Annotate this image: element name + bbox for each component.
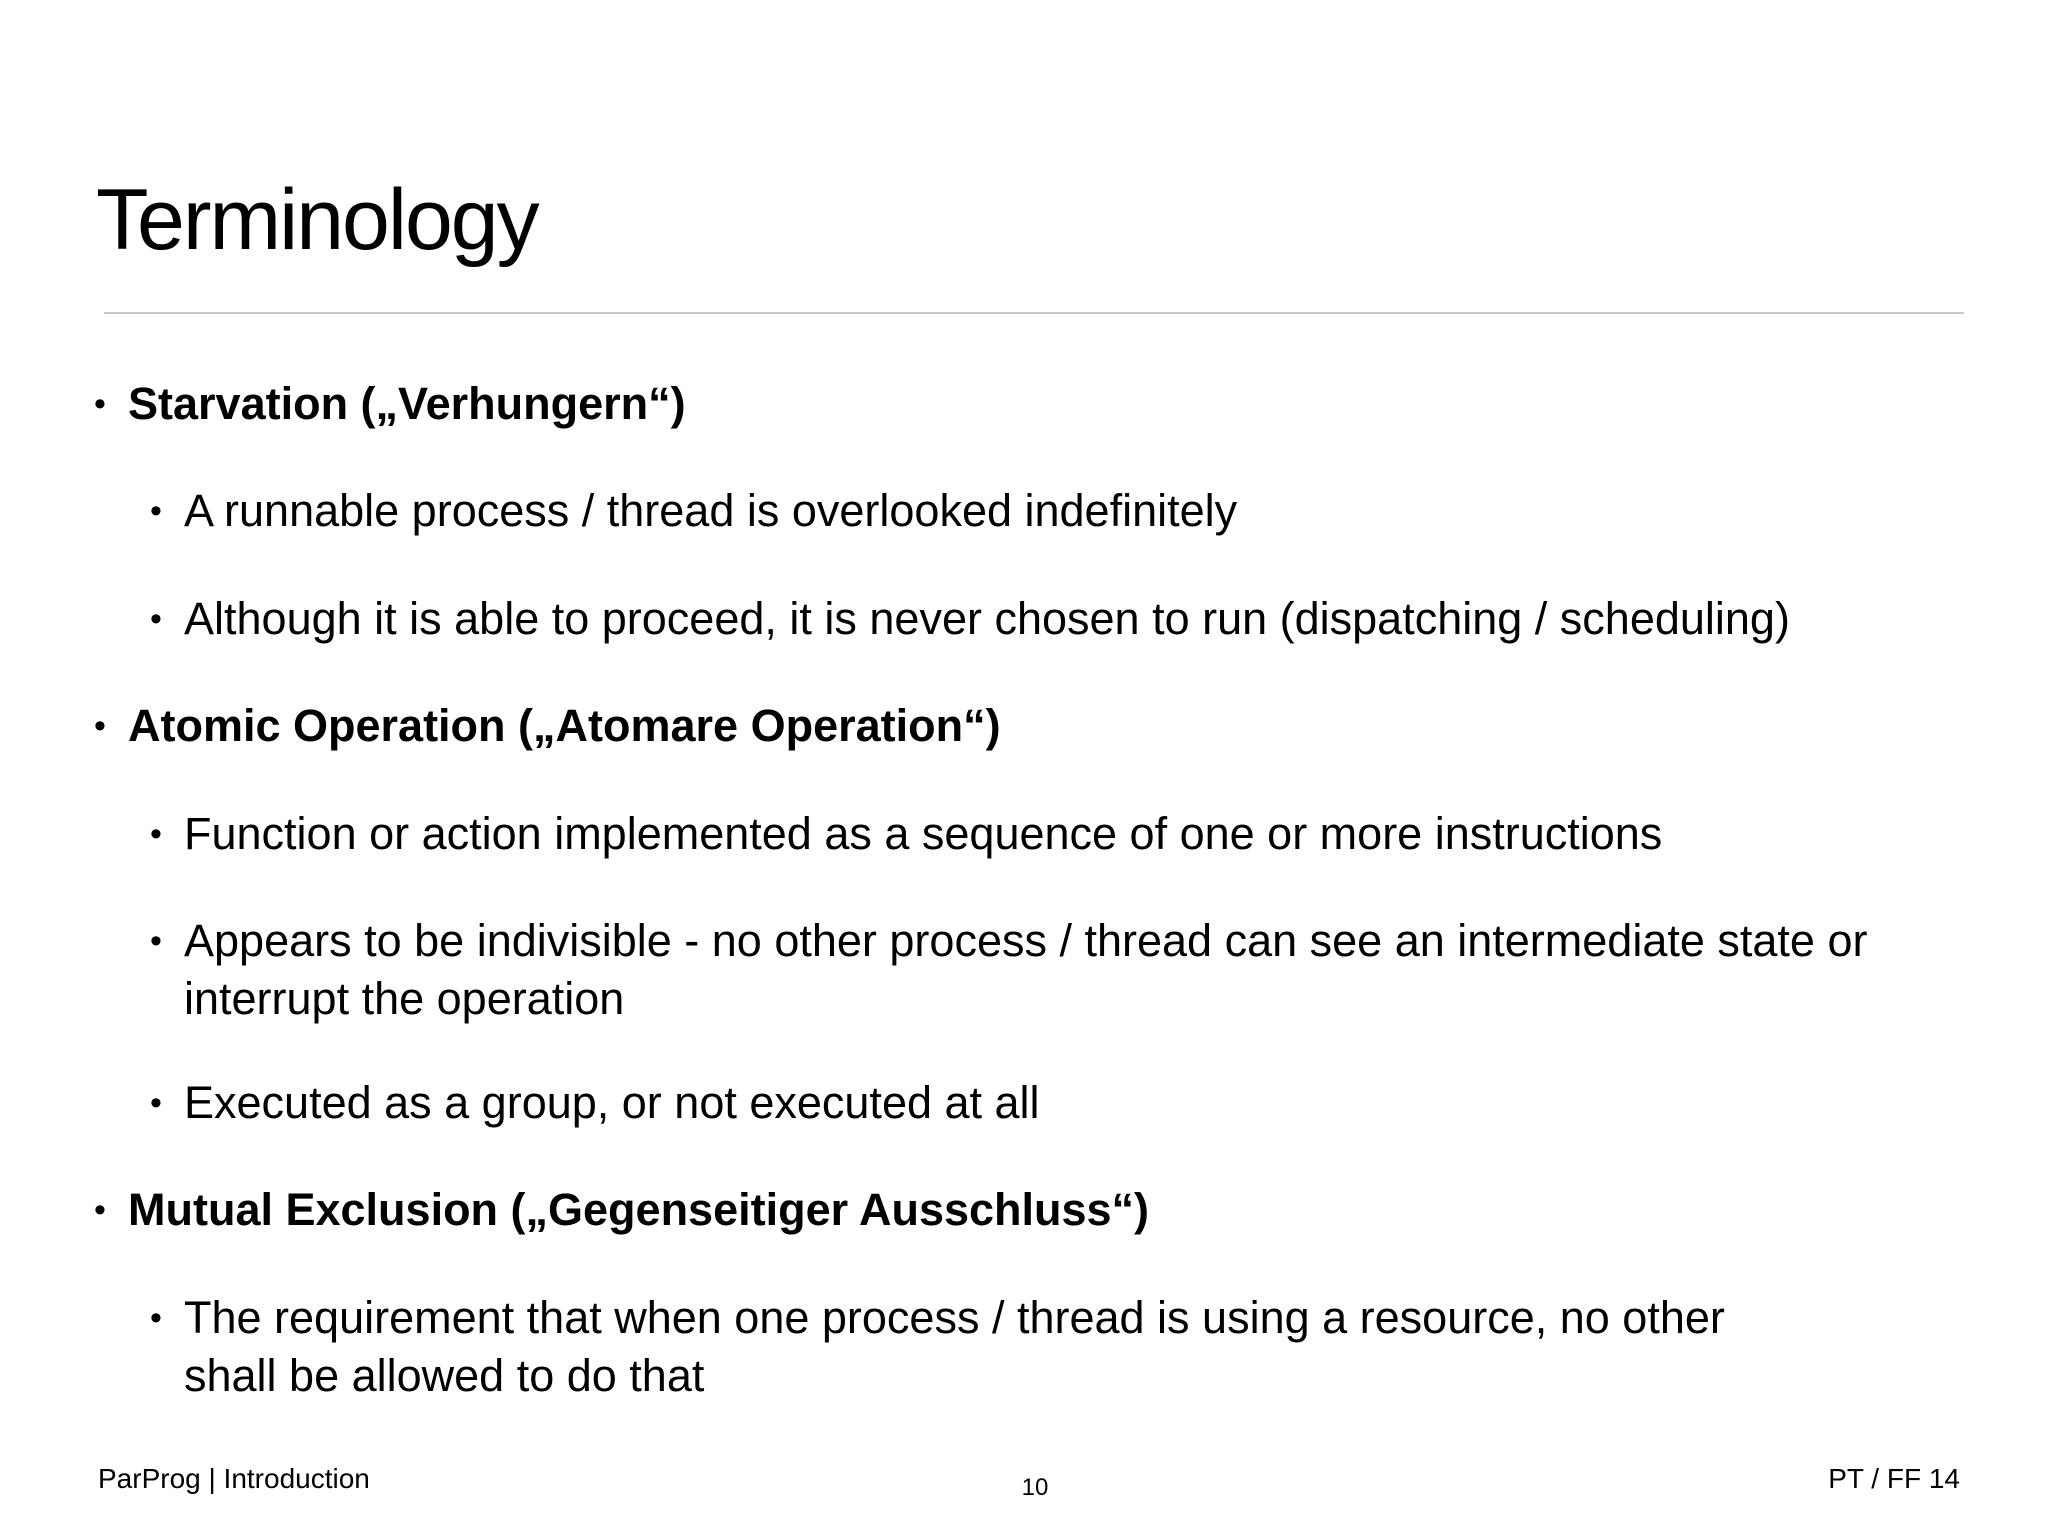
footer-author-label: PT / FF 14 bbox=[1828, 1463, 1960, 1494]
bullet-icon: • bbox=[94, 707, 106, 745]
title-divider bbox=[104, 312, 1964, 314]
bullet-icon: • bbox=[150, 492, 162, 530]
point-text: The requirement that when one process / thread is using a resource, no other shall be allowed to do that bbox=[184, 1292, 1725, 1401]
list-item bbox=[150, 1289, 1784, 1405]
bullet-icon: • bbox=[150, 600, 162, 638]
slide-title: Terminology bbox=[96, 172, 538, 268]
point-text: Although it is able to proceed, it is never chosen to run (dispatching / scheduling) bbox=[184, 593, 1790, 644]
bullet-icon: • bbox=[94, 1191, 106, 1229]
point-text: A runnable process / thread is overlooked indefinitely bbox=[184, 485, 1238, 536]
point-text: Function or action implemented as a sequence of one or more instructions bbox=[184, 808, 1663, 859]
term-starvation bbox=[94, 375, 686, 433]
point-text: Executed as a group, or not executed at all bbox=[184, 1077, 1040, 1128]
term-label: Atomic Operation („Atomare Operation“) bbox=[128, 700, 1001, 751]
list-item bbox=[150, 1074, 1040, 1132]
term-label: Mutual Exclusion („Gegenseitiger Ausschluss“) bbox=[128, 1184, 1150, 1235]
bullet-icon: • bbox=[94, 385, 106, 423]
bullet-icon: • bbox=[150, 815, 162, 853]
list-item bbox=[150, 590, 1790, 648]
term-mutual-exclusion bbox=[94, 1181, 1150, 1239]
list-item bbox=[150, 912, 1984, 1028]
list-item bbox=[150, 805, 1663, 863]
page-number: 10 bbox=[1021, 1474, 1049, 1501]
point-text: Appears to be indivisible - no other process / thread can see an intermediate state or interrupt the operation bbox=[184, 915, 1868, 1024]
footer-course-label: ParProg | Introduction bbox=[98, 1463, 370, 1494]
term-atomic-operation bbox=[94, 697, 1001, 755]
list-item bbox=[150, 482, 1238, 540]
bullet-icon: • bbox=[150, 922, 162, 960]
term-label: Starvation („Verhungern“) bbox=[128, 378, 686, 429]
bullet-icon: • bbox=[150, 1299, 162, 1337]
bullet-icon: • bbox=[150, 1084, 162, 1122]
